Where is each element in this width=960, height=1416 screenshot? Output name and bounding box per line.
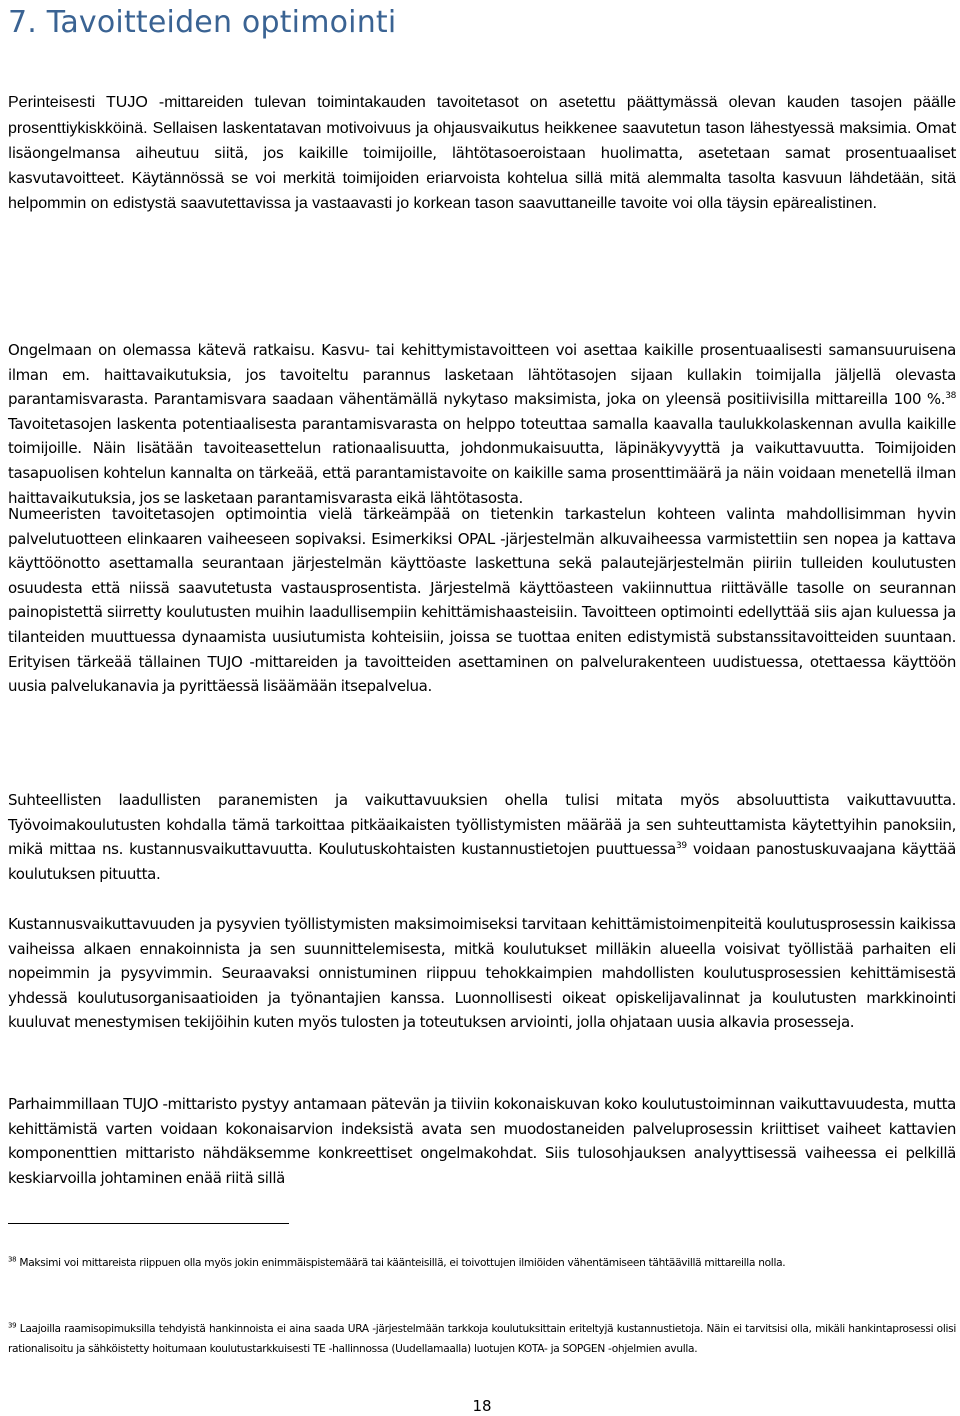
footnote-38	[8, 1254, 956, 1274]
paragraph-3: Numeeristen tavoitetasojen optimointia vielä tärkeämpää on tietenkin tarkastelun kohteen valinta mahdollisimman hyvin palvelutuotteen elinkaaren vaiheeseen sopivaksi. Esimerkiksi OPAL -järjestelmän alkuvaiheessa varmistettiin sen nopea ja kattava käyttöönotto asettamalla seurantaan järjestelmän käyttöaste laskettuna sekä palautejärjestelmän piiriin tulleiden koulutusten osuudesta että niissä saavutetusta vastausprosentista. Järjestelmä käyttöasteen vakiinnuttua riittävälle tasolle on seurannan painopistettä siirretty koulutusten muihin laadullisempiin kehittämishaasteisiin. Tavoitteen optimointi edellyttää siis ajan kuluessa ja tilanteiden muuttuessa dynaamista uusiutumista kohteisiin, joissa se tuottaa eniten edistymistä substanssitavoitteiden suuntaan. Erityisen tärkeää tällainen TUJO -mittareiden ja tavoitteiden asettaminen on palvelurakenteen uudistuessa, otettaessa käyttöön uusia palvelukanavia ja pyrittäessä lisäämään itsepalvelua.	[8, 505, 956, 696]
paragraph-1	[8, 90, 956, 217]
paragraph-2	[8, 338, 956, 510]
paragraph-4	[8, 788, 956, 886]
paragraph-2-part-b: Tavoitetasojen laskenta potentiaalisesta parantamisvarasta on helppo toteuttaa samalla kaavalla taulukkolaskennan avulla kaikille toimijoille. Näin lisätään tavoiteasettelun rationaalisuutta, johdonmukaisuutta, läpinäkyvyyttä ja vaikuttavuutta. Toimijoiden tasapuolisen kohtelun kannalta on tärkeää, että parantamistavoite on kaikille sama prosenttimäärä ja näin voidaan menetellä ilman haittavaikutuksia, jos se lasketaan parantamisvarasta eikä lähtötasosta.	[8, 414, 956, 507]
footnote-ref-39: 39	[676, 841, 687, 852]
footnote-text: Laajoilla raamisopimuksilla tehdyistä hankinnoista ei aina saada URA -järjestelmään tarkkoja koulutuksittain eriteltyjä kustannustietoja. Näin ei tarvitsisi olla, mikäli hankintaprosessi olisi rationalisoitu ja sähköistetty hoitumaan koulutustarkkuisesti TE -hallinnossa (Uudellamaalla) luotujen KOTA- ja SOPGEN -ohjelmien avulla.	[8, 1323, 956, 1355]
paragraph-2-part-a: Ongelmaan on olemassa kätevä ratkaisu. Kasvu- tai kehittymistavoitteen voi asettaa kaikille prosentuaalisesti samansuuruisena ilman em. haittavaikutuksia, jos tavoiteltu parannus lasketaan lähtötasojen sijaan kullakin toimijalla jäljellä olevasta parantamisvarasta. Parantamisvara saadaan vähentämällä nykytaso maksimista, joka on yleensä positiivisilla mittareilla 100 %.	[8, 341, 956, 409]
footnote-ref-38: 38	[945, 391, 956, 402]
footnote-39	[8, 1320, 956, 1359]
page-number: 18	[472, 1397, 492, 1415]
paragraph-6: Parhaimmillaan TUJO -mittaristo pystyy antamaan pätevän ja tiiviin kokonaiskuvan koko koulutustoiminnan vaikuttavuudesta, mutta kehittämistä varten voidaan kokonaisarvion indeksistä avata sen muodostaneiden palveluprosessin kriittiset vaiheet kattavien komponenttien mittaristo nähdäksemme konkreettiset ongelmakohdat. Siis tulosohjauksen analyyttisessä vaiheessa ei pelkillä keskiarvoilla johtaminen enää riitä sillä	[8, 1095, 956, 1187]
section-heading: 7. Tavoitteiden optimointi	[8, 5, 397, 40]
paragraph-1-part-c: Käytännössä se voi merkitä toimijoiden eriarvoista kohtelua sillä mitä alemmalta tasolta kasvuun lähdetään, sitä helpommin on edistystä saavutettavissa ja vastaavasti jo korkean tason saavuttaneille tavoite voi olla täysin epärealistinen.	[8, 169, 956, 213]
paragraph-1-sans-part: Perinteisesti TUJO -mittareiden tulevan toimintakauden tavoitetasot on asetettu päättymässä olevan kauden tasojen päälle prosenttiykiskköinä. Sellaisen laskentatavan motivoivuus ja ohjausvaikutus heikkenee saavutetun tason lähestyessä maksimia.	[8, 94, 956, 137]
paragraph-4-part-a: Suhteellisten laadullisten paranemisten ja vaikuttavuuksien ohella tulisi mitata myös absoluuttista vaikuttavuutta. Työvoimakoulutusten kohdalla tämä tarkoittaa pitkäaikaisten työllistymisten määrää ja sen suhteuttamista käytettyihin panoksiin, mikä mittaa ns. kustannusvaikuttavuutta. Koulutuskohtaisten kustannustietojen puuttuessa	[8, 791, 956, 859]
paragraph-1-part-b: Omat lisäongelmansa aiheutuu siitä, jos kaikille toimijoille, lähtötasoeroistaan huolimatta, asetetaan samat prosentuaaliset kasvutavoitteet.	[8, 118, 957, 187]
footnote-number: 39	[8, 1321, 17, 1330]
paragraph-4-part-b: voidaan panostuskuvaajana käyttää koulutuksen pituutta.	[8, 840, 956, 883]
paragraph-5: Kustannusvaikuttavuuden ja pysyvien työllistymisten maksimoimiseksi tarvitaan kehittämistoimenpiteitä koulutusprosessin kaikissa vaiheissa alkaen ennakoinnista ja sen suunnittelemisesta, mitkä koulutukset milläkin alueella voisivat työllistää parhaiten eli nopeimmin ja pysyvimmin. Seuraavaksi onnistuminen riippuu tehokkaimpien mahdollisten koulutusprosessien kehittämisestä yhdessä koulutusorganisaatioiden ja työnantajien kanssa. Luonnollisesti oikeat opiskelijavalinnat ja koulutusten markkinointi kuuluvat menestymisen tekijöihin kuten myös tulosten ja toteutuksen arviointi, jolla ohjataan uusia alkavia prosesseja.	[8, 915, 956, 1032]
footnote-text: Maksimi voi mittareista riippuen olla myös jokin enimmäispistemäärä tai käänteisillä, ei toivottujen ilmiöiden vähentämiseen tähtäävillä mittareilla nolla.	[16, 1257, 786, 1269]
footnote-number: 38	[8, 1255, 17, 1264]
footnote-separator	[8, 1223, 289, 1224]
